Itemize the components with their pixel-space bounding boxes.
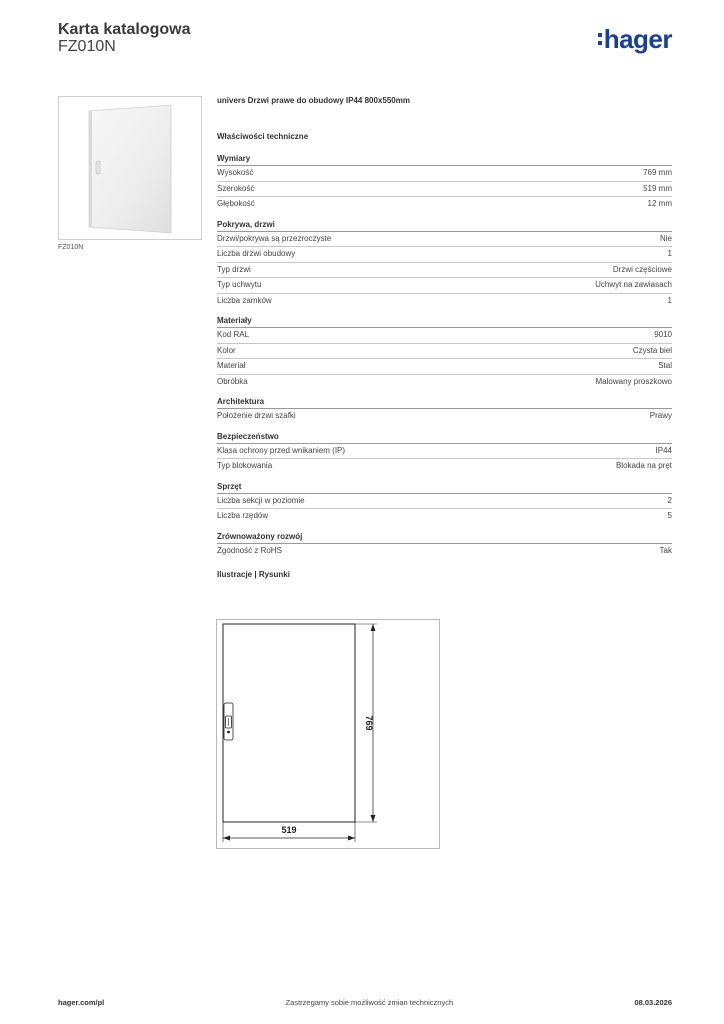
- spec-row: [217, 359, 672, 375]
- page-footer: [58, 998, 672, 1007]
- spec-value: Stal: [658, 361, 672, 370]
- spec-label: Liczba drzwi obudowy: [217, 249, 296, 258]
- door-handle-icon: [224, 703, 233, 740]
- spec-row: [217, 344, 672, 360]
- spec-label: Kolor: [217, 345, 236, 355]
- group-title: Materiały: [217, 314, 672, 328]
- spec-group-sustainability: [217, 530, 672, 559]
- group-title: Pokrywa, drzwi: [217, 218, 672, 232]
- spec-row: [217, 197, 672, 212]
- spec-label: Obróbka: [217, 376, 248, 386]
- spec-value: 5: [667, 511, 672, 520]
- footer-notice: Zastrzegamy sobie możliwość zmian technicznych: [285, 998, 454, 1007]
- spec-row: [217, 444, 672, 460]
- product-thumbnail: [58, 96, 202, 240]
- spec-row: [217, 409, 672, 424]
- section-title: Właściwości techniczne: [217, 132, 309, 141]
- spec-label: Położenie drzwi szafki: [217, 411, 296, 420]
- spec-group-hardware: [217, 480, 672, 524]
- spec-value: Blokada na pręt: [615, 461, 672, 470]
- spec-group-safety: [217, 430, 672, 474]
- spec-label: Klasa ochrony przed wnikaniem (IP): [217, 445, 346, 455]
- illustrations-title: Ilustracje | Rysunki: [217, 570, 290, 579]
- spec-group-dimensions: [217, 152, 672, 212]
- door-outline: [223, 624, 355, 822]
- width-dimension-label: 519: [281, 825, 297, 835]
- spec-label: Typ drzwi: [217, 264, 251, 274]
- spec-value: 1: [667, 295, 672, 305]
- document-title: Karta katalogowa: [58, 21, 191, 38]
- spec-label: Liczba sekcji w poziomie: [217, 495, 305, 505]
- spec-label: Głębokość: [217, 199, 255, 208]
- spec-label: Typ blokowania: [217, 461, 273, 470]
- spec-row: [217, 278, 672, 294]
- spec-row: [217, 294, 672, 309]
- spec-column: [217, 96, 672, 584]
- spec-row: [217, 459, 672, 474]
- spec-value: 12 mm: [647, 199, 672, 208]
- spec-value: Tak: [659, 545, 672, 555]
- spec-value: Uchwyt na zawiasach: [595, 280, 672, 289]
- hager-logo[interactable]: [598, 26, 672, 52]
- spec-row: [217, 544, 672, 559]
- logo-text: hager: [603, 24, 672, 54]
- spec-label: Materiał: [217, 361, 246, 370]
- spec-label: Wysokość: [217, 168, 254, 177]
- height-dimension-label: 769: [364, 715, 374, 731]
- spec-row: [217, 509, 672, 524]
- group-title: Architektura: [217, 395, 672, 409]
- footer-date: 08.03.2026: [634, 998, 672, 1007]
- spec-value: IP44: [655, 445, 672, 455]
- group-title: Sprzęt: [217, 480, 672, 494]
- spec-group-cover-door: [217, 218, 672, 309]
- technical-drawing: [216, 619, 440, 849]
- spec-label: Kod RAL: [217, 330, 250, 339]
- spec-group-architecture: [217, 395, 672, 424]
- spec-row: [217, 494, 672, 510]
- spec-row: [217, 328, 672, 344]
- thumbnail-caption: FZ010N: [58, 244, 84, 251]
- spec-row: [217, 232, 672, 248]
- spec-value: Drzwi częściowe: [612, 264, 672, 274]
- spec-value: 769 mm: [643, 168, 672, 177]
- spec-value: Czysta biel: [632, 345, 672, 355]
- spec-value: 2: [667, 495, 672, 505]
- spec-label: Liczba zamków: [217, 295, 272, 305]
- logo-dots-icon: [598, 33, 602, 45]
- group-title: Bezpieczeństwo: [217, 430, 672, 444]
- spec-row: [217, 247, 672, 263]
- spec-row: [217, 182, 672, 198]
- product-title: univers Drzwi prawe do obudowy IP44 800x550mm: [217, 96, 410, 105]
- spec-label: Zgodność z RoHS: [217, 545, 282, 555]
- spec-value: Nie: [659, 233, 672, 243]
- spec-label: Szerokość: [217, 183, 255, 193]
- spec-value: Malowany proszkowo: [595, 376, 672, 386]
- spec-value: 1: [667, 249, 672, 258]
- spec-value: Prawy: [649, 411, 672, 420]
- spec-label: Drzwi/pokrywa są przezroczyste: [217, 233, 332, 243]
- spec-label: Liczba rzędów: [217, 511, 269, 520]
- group-title: Wymiary: [217, 152, 672, 166]
- group-title: Zrównoważony rozwój: [217, 530, 672, 544]
- door-thumbnail-image: [59, 97, 201, 239]
- footer-website-link[interactable]: hager.com/pl: [58, 998, 105, 1007]
- spec-row: [217, 375, 672, 390]
- door-dimension-drawing: [217, 620, 439, 848]
- spec-value: 519 mm: [643, 183, 672, 193]
- product-code: FZ010N: [58, 38, 116, 55]
- spec-row: [217, 263, 672, 279]
- spec-row: [217, 166, 672, 182]
- spec-label: Typ uchwytu: [217, 280, 262, 289]
- spec-value: 9010: [654, 330, 672, 339]
- spec-group-materials: [217, 314, 672, 389]
